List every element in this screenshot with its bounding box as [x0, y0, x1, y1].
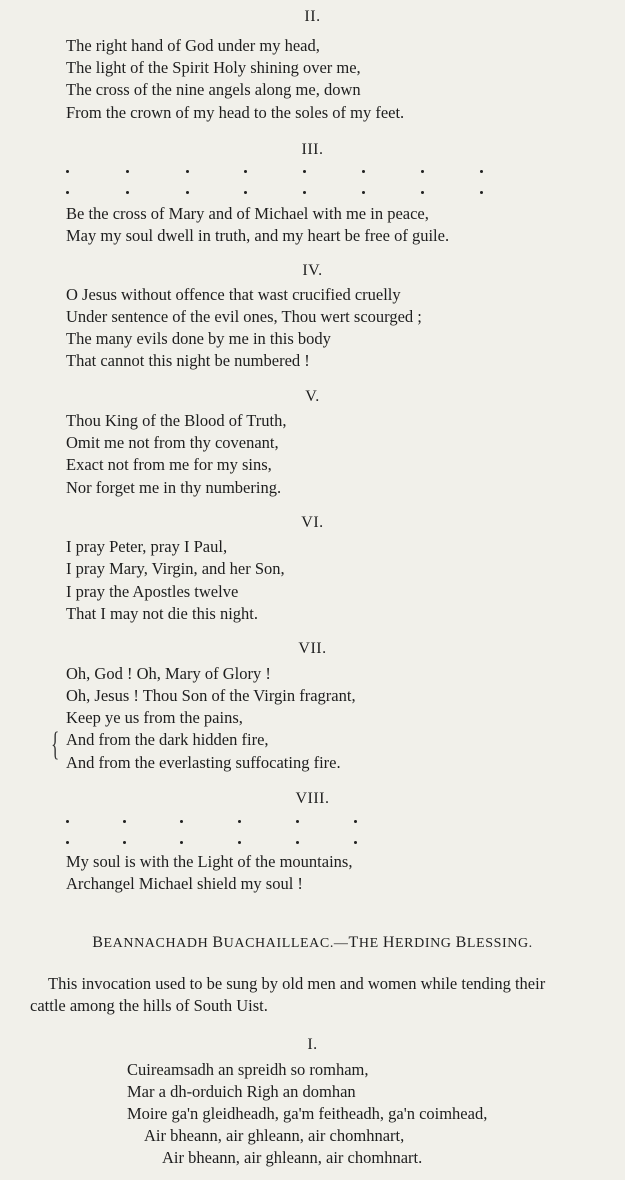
section-vii-line-2: Oh, Jesus ! Thou Son of the Virgin fragrant,	[66, 686, 356, 705]
section-iv-line-1: O Jesus without offence that wast crucified cruelly	[66, 285, 401, 304]
section-ii-number: II.	[304, 8, 321, 25]
section-vi-line-2: I pray Mary, Virgin, and her Son,	[66, 559, 285, 578]
omission-dots-row	[66, 191, 486, 197]
section-iv-line-3: The many evils done by me in this body	[66, 329, 331, 348]
gaelic-line-5: Air bheann, air ghleann, air chomhnart.	[162, 1148, 423, 1167]
section-v-line-2: Omit me not from thy covenant,	[66, 433, 279, 452]
section-ii-line-2: The light of the Spirit Holy shining over me,	[66, 58, 361, 77]
gaelic-line-3: Moire ga'n gleidheadh, ga'm feitheadh, ga'n coimhead,	[127, 1104, 488, 1123]
section-iii-line-1: Be the cross of Mary and of Michael with me in peace,	[66, 204, 429, 223]
section-ii-line-1: The right hand of God under my head,	[66, 36, 320, 55]
section-vii-line-4: And from the dark hidden fire,	[66, 730, 269, 749]
section-vii-line-1: Oh, God ! Oh, Mary of Glory !	[66, 664, 271, 683]
section-iii-line-2: May my soul dwell in truth, and my heart be free of guile.	[66, 226, 450, 245]
section-iv-line-2: Under sentence of the evil ones, Thou wert scourged ;	[66, 307, 422, 326]
section-iii-number: III.	[301, 141, 324, 158]
section-viii-number: VIII.	[295, 790, 330, 807]
intro-paragraph-line-1: This invocation used to be sung by old men and women while tending their	[48, 974, 546, 993]
section-vii-line-5: And from the everlasting suffocating fire.	[66, 753, 341, 772]
section-iv-line-4: That cannot this night be numbered !	[66, 351, 310, 370]
section-vii-number: VII.	[298, 640, 327, 657]
omission-dots-row	[66, 841, 366, 847]
gaelic-section-number: I.	[307, 1036, 318, 1053]
section-vi-line-4: That I may not die this night.	[66, 604, 259, 623]
section-vi-number: VI.	[301, 514, 324, 531]
section-ii-line-3: The cross of the nine angels along me, down	[66, 80, 361, 99]
section-v-line-4: Nor forget me in thy numbering.	[66, 478, 282, 497]
section-heading: BEANNACHADH BUACHAILLEAC.—THE HERDING BLESSING.	[92, 934, 533, 951]
section-v-number: V.	[305, 388, 320, 405]
section-v-line-3: Exact not from me for my sins,	[66, 455, 272, 474]
section-vii-line-3: Keep ye us from the pains,	[66, 708, 243, 727]
section-ii-line-4: From the crown of my head to the soles of my feet.	[66, 103, 405, 122]
section-v-line-1: Thou King of the Blood of Truth,	[66, 411, 287, 430]
omission-dots-row	[66, 820, 366, 826]
intro-paragraph-line-2: cattle among the hills of South Uist.	[30, 996, 268, 1015]
omission-dots-row	[66, 170, 486, 176]
curly-brace-icon: {	[51, 726, 60, 763]
section-viii-line-1: My soul is with the Light of the mountains,	[66, 852, 353, 871]
gaelic-line-2: Mar a dh-orduich Righ an domhan	[127, 1082, 356, 1101]
section-viii-line-2: Archangel Michael shield my soul !	[66, 874, 303, 893]
gaelic-line-4: Air bheann, air ghleann, air chomhnart,	[144, 1126, 405, 1145]
gaelic-line-1: Cuireamsadh an spreidh so romham,	[127, 1060, 369, 1079]
section-vi-line-1: I pray Peter, pray I Paul,	[66, 537, 228, 556]
section-iv-number: IV.	[302, 262, 323, 279]
section-vi-line-3: I pray the Apostles twelve	[66, 582, 239, 601]
